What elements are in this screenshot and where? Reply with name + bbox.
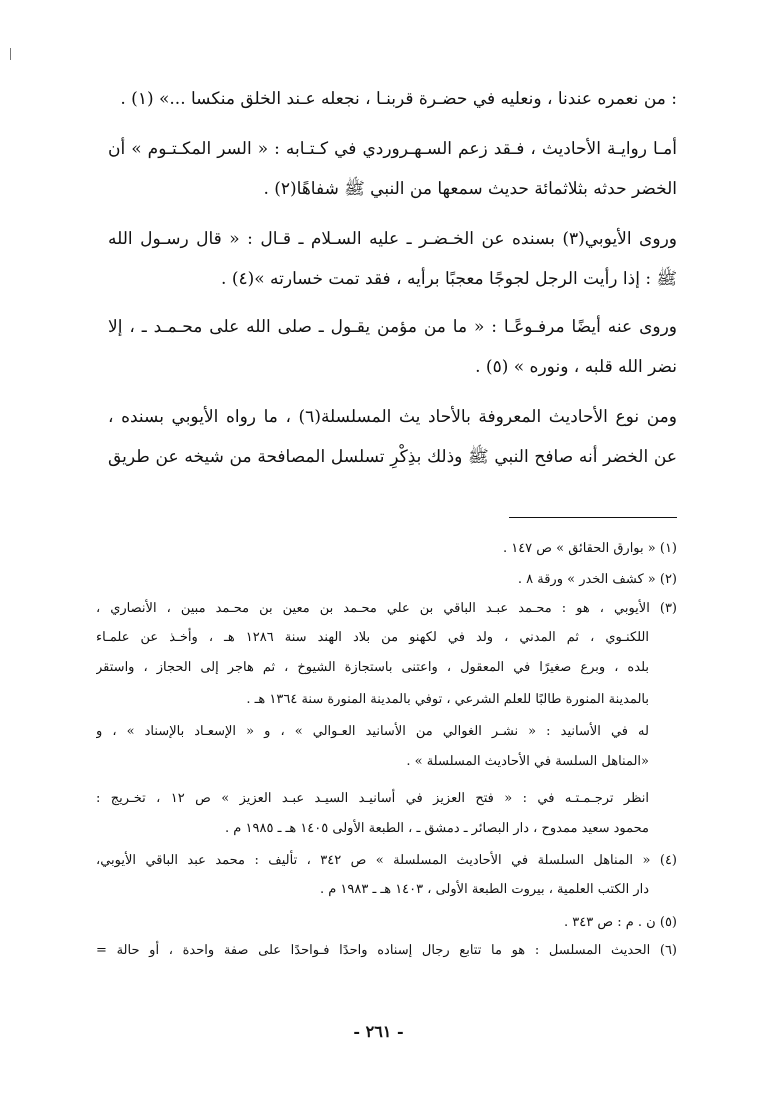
footnote-5: (٥) ن . م : ص ٣٤٣ . (564, 915, 677, 930)
footnote-3-line-3: بلده ، وبرع صغيرًا في المعقول ، واعتنى باستجازة الشيوخ ، ثم هاجر إلى الحجاز ، واستقر (96, 660, 649, 675)
body-line-5: ﷺ : إذا رأيت الرجل لجوجًا معجبًا برأيه ، فقد تمت خسارته »(٤) . (221, 269, 677, 289)
body-line-7: نضر الله قلبه ، ونوره » (٥) . (475, 357, 677, 377)
body-line-9: عن الخضر أنه صافح النبي ﷺ وذلك بذِكْرِ تسلسل المصافحة من شيخه عن طريق (108, 447, 677, 467)
footnote-3-line-2: اللكنـوي ، ثم المدني ، ولد في لكهنو من بلاد الهند سنة ١٢٨٦ هـ ، وأخـذ عن علمـاء (96, 630, 649, 645)
footnote-1: (١) « بوارق الحقائق » ص ١٤٧ . (502, 541, 677, 556)
page-number: - ٢٦١ - (353, 1022, 404, 1041)
body-line-6: وروى عنه أيضًا مرفـوعًـا : « ما من مؤمن يقـول ـ صلى الله على محـمـد ـ ، إلا (108, 317, 677, 337)
footnote-3-line-8: محمود سعيد ممدوح ، دار البصائر ـ دمشق ـ ، الطبعة الأولى ١٤٠٥ هـ ـ ١٩٨٥ م . (225, 821, 649, 836)
footnote-3-line-7: انظر ترجـمـتـه في : « فتح العزيز في أسانيـد السيـد عبـد العزيز » ص ١٢ ، تخـريج : (96, 791, 649, 806)
margin-mark (10, 48, 11, 60)
body-line-1: : من نعمره عندنا ، ونعليه في حضـرة قربنـا ، نجعله عـند الخلق منكسا ...» (١) . (120, 89, 677, 109)
footnote-3-line-6: «المناهل السلسة في الأحاديث المسلسلة » . (406, 754, 649, 769)
footnote-3-line-1: (٣) الأيوبي ، هو : محـمد عبـد الباقي بن علي محـمد بن معين بن محـمد مبين ، الأنصاري ، (96, 601, 677, 616)
footnote-6: (٦) الحديث المسلسل : هو ما تتابع رجال إسناده واحدًا فـواحدًا على صفة واحدة ، أو حالة = (96, 943, 677, 958)
body-line-2: أمـا روايـة الأحاديث ، فـقد زعم السـهـروردي في كـتـابه : « السر المكـتـوم » أن (108, 139, 677, 159)
footnote-3-line-5: له في الأسانيد : « نشـر الغوالي من الأسانيد العـوالي » ، و « الإسعـاد بالإسناد » ، و (96, 724, 649, 739)
body-line-8: ومن نوع الأحاديث المعروفة بالأحاد يث المسلسلة(٦) ، ما رواه الأيوبي بسنده ، (108, 407, 677, 427)
footnote-3-line-4: بالمدينة المنورة طالبًا للعلم الشرعي ، توفي بالمدينة المنورة سنة ١٣٦٤ هـ . (246, 692, 649, 707)
footnote-2: (٢) « كشف الخدر » ورقة ٨ . (517, 572, 677, 587)
footnote-4-line-2: دار الكتب العلمية ، بيروت الطبعة الأولى ، ١٤٠٣ هـ ـ ١٩٨٣ م . (319, 882, 649, 897)
footnote-4-line-1: (٤) « المناهل السلسلة في الأحاديث المسلسلة » ص ٣٤٢ ، تأليف : محمد عبد الباقي الأيوبي، (96, 853, 677, 868)
body-line-4: وروى الأيوبي(٣) بسنده عن الخـضـر ـ عليه السـلام ـ قـال : « قال رسـول الله (108, 229, 677, 249)
footnote-separator (509, 517, 677, 518)
body-line-3: الخضر حدثه بثلاثمائة حديث سمعها من النبي ﷺ شفاهًا(٢) . (263, 179, 677, 199)
